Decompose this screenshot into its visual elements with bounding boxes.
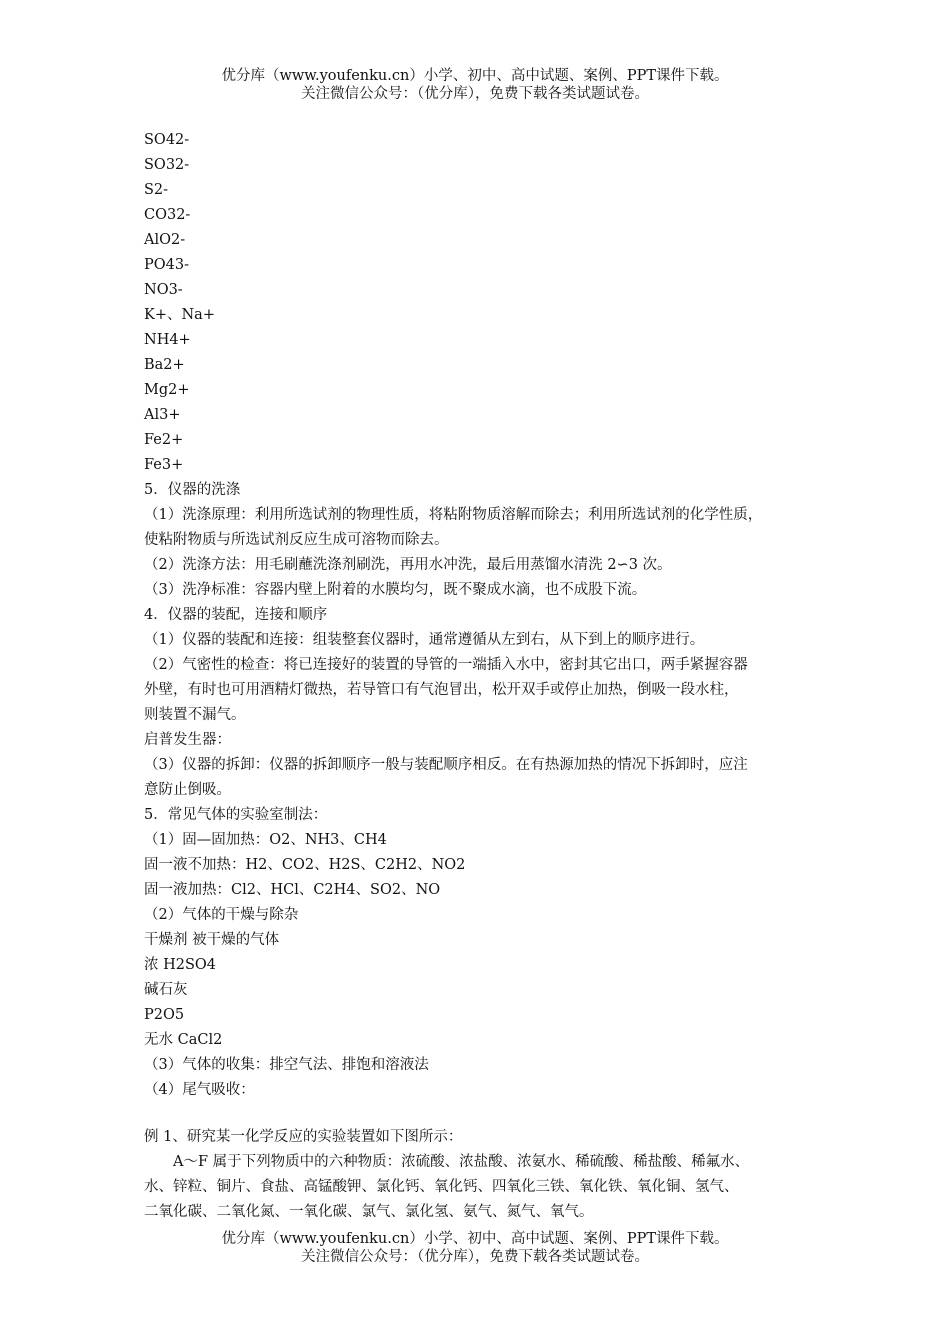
text-line: （2）气体的干燥与除杂 <box>144 907 299 923</box>
text-line: 浓 H2SO4 <box>144 957 217 973</box>
text-line: PO43- <box>144 257 189 273</box>
text-line: Fe2+ <box>144 432 184 448</box>
text-line: 则装置不漏气。 <box>144 707 246 723</box>
text-line: （3）仪器的拆卸：仪器的拆卸顺序一般与装配顺序相反。在有热源加热的情况下拆卸时，应注 <box>144 757 748 773</box>
header-line-1: 优分库（www.youfenku.cn）小学、初中、高中试题、案例、PPT课件下载。 <box>221 68 729 84</box>
text-line: NO3- <box>144 282 183 298</box>
text-line: 碱石灰 <box>144 982 188 998</box>
text-line: （3）洗净标准：容器内壁上附着的水膜均匀，既不聚成水滴，也不成股下流。 <box>144 582 647 598</box>
blank-line <box>144 1103 819 1125</box>
text-line: A～F 属于下列物质中的六种物质：浓硫酸、浓盐酸、浓氨水、稀硫酸、稀盐酸、稀氟水、 <box>144 1154 750 1170</box>
section-heading: 5．常见气体的实验室制法： <box>144 807 328 823</box>
section-heading: 4．仪器的装配，连接和顺序 <box>144 607 328 623</box>
text-line: （3）气体的收集：排空气法、排饱和溶液法 <box>144 1057 429 1073</box>
section-heading: 5．仪器的洗涤 <box>144 482 241 498</box>
footer-line-1: 优分库（www.youfenku.cn）小学、初中、高中试题、案例、PPT课件下载。 <box>221 1231 729 1247</box>
text-line: SO42- <box>144 132 190 148</box>
text-line: 固一液加热：Cl2、HCl、C2H4、SO2、NO <box>144 882 441 898</box>
text-line: （1）固—固加热：O2、NH3、CH4 <box>144 832 387 848</box>
text-line: 意防止倒吸。 <box>144 782 231 798</box>
text-line: 无水 CaCl2 <box>144 1032 223 1048</box>
text-line: （2）洗涤方法：用毛刷蘸洗涤剂刷洗，再用水冲洗，最后用蒸馏水清洗 2∽3 次。 <box>144 557 672 573</box>
page-footer <box>0 1230 950 1266</box>
document-body <box>144 128 819 1225</box>
header-line-2: 关注微信公众号：（优分库），免费下载各类试题试卷。 <box>301 86 649 102</box>
footer-line-2: 关注微信公众号：（优分库），免费下载各类试题试卷。 <box>301 1249 649 1265</box>
text-line: 干燥剂 被干燥的气体 <box>144 932 280 948</box>
text-line: 固一液不加热：H2、CO2、H2S、C2H2、NO2 <box>144 857 466 873</box>
text-line: K+、Na+ <box>144 307 215 323</box>
example-heading: 例 1、研究某一化学反应的实验装置如下图所示： <box>144 1129 463 1145</box>
text-line: Al3+ <box>144 407 181 423</box>
text-line: Ba2+ <box>144 357 185 373</box>
text-line: CO32- <box>144 207 191 223</box>
text-line: S2- <box>144 182 169 198</box>
text-line: Mg2+ <box>144 382 190 398</box>
text-line: SO32- <box>144 157 190 173</box>
text-line: P2O5 <box>144 1007 185 1023</box>
text-line: 启普发生器： <box>144 732 231 748</box>
text-line: 水、锌粒、铜片、食盐、高锰酸钾、氯化钙、氧化钙、四氧化三铁、氧化铁、氧化铜、氢气、 <box>144 1179 739 1195</box>
text-line: 外壁，有时也可用酒精灯微热，若导管口有气泡冒出，松开双手或停止加热，倒吸一段水柱， <box>144 682 739 698</box>
text-line: （2）气密性的检查：将已连接好的装置的导管的一端插入水中，密封其它出口，两手紧握容器 <box>144 657 748 673</box>
text-line: Fe3+ <box>144 457 184 473</box>
text-line: （1）洗涤原理：利用所选试剂的物理性质，将粘附物质溶解而除去；利用所选试剂的化学性质， <box>144 507 763 523</box>
text-line: AlO2- <box>144 232 186 248</box>
text-line: （1）仪器的装配和连接：组装整套仪器时，通常遵循从左到右，从下到上的顺序进行。 <box>144 632 705 648</box>
text-line: 二氧化碳、二氧化氮、一氧化碳、氯气、氯化氢、氨气、氮气、氧气。 <box>144 1204 594 1220</box>
text-line: （4）尾气吸收： <box>144 1082 255 1098</box>
text-line: NH4+ <box>144 332 191 348</box>
text-line: 使粘附物质与所选试剂反应生成可溶物而除去。 <box>144 532 449 548</box>
page-header <box>0 67 950 103</box>
